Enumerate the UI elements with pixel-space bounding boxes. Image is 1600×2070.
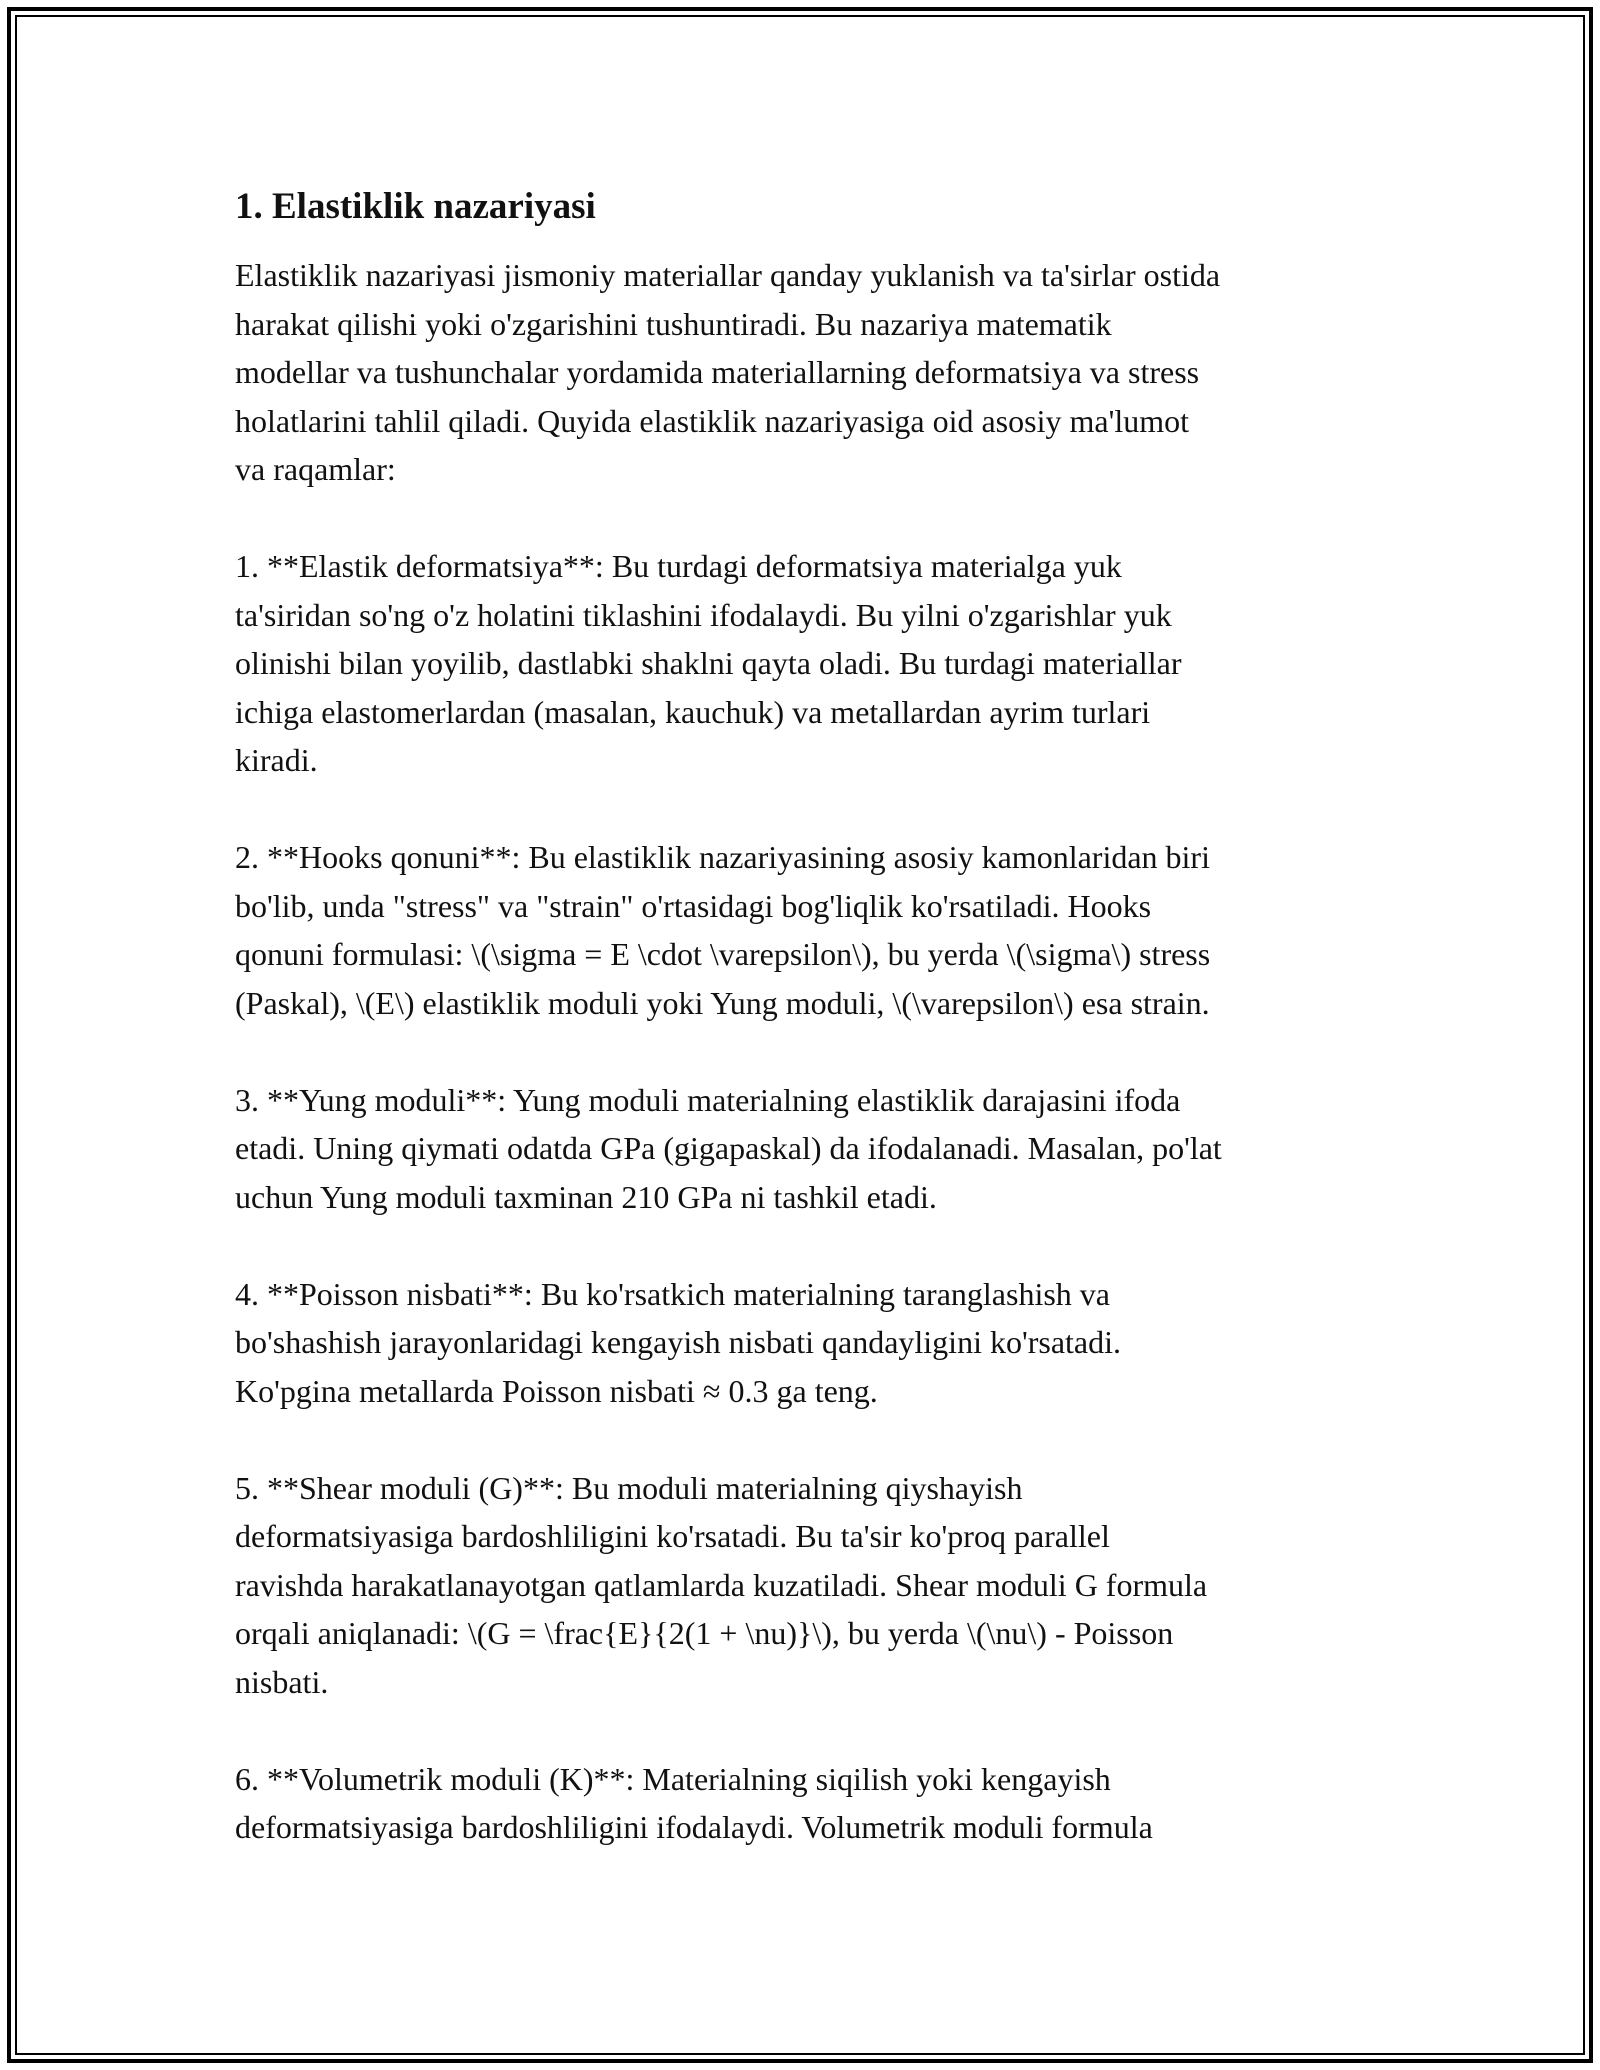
item-volumetric-modulus — [235, 1755, 1375, 1852]
text-line: 6. **Volumetrik moduli (K)**: Materialning siqilish yoki kengayish — [235, 1760, 1111, 1797]
text-line: (Paskal), \(E\) elastiklik moduli yoki Yung moduli, \(\varepsilon\) esa strain. — [235, 984, 1210, 1021]
text-line: 5. **Shear moduli (G)**: Bu moduli materialning qiyshayish — [235, 1469, 1023, 1506]
item-shear-modulus — [235, 1464, 1375, 1707]
text-line: bo'shashish jarayonlaridagi kengayish nisbati qandayligini ko'rsatadi. — [235, 1324, 1122, 1360]
item-hooks-law — [235, 833, 1375, 1027]
text-line: Elastiklik nazariyasi jismoniy materiallar qanday yuklanish va ta'sirlar ostida — [235, 257, 1221, 293]
text-line: bo'lib, unda "stress" va "strain" o'rtasidagi bog'liqlik ko'rsatiladi. Hooks — [235, 887, 1152, 924]
text-line: deformatsiyasiga bardoshliligini ko'rsatadi. Bu ta'sir ko'proq parallel — [235, 1518, 1110, 1554]
text-line: ta'siridan so'ng o'z holatini tiklashini ifodalaydi. Bu yilni o'zgarishlar yuk — [235, 596, 1172, 633]
item-poisson-ratio — [235, 1270, 1375, 1416]
text-line: ravishda harakatlanayotgan qatlamlarda kuzatiladi. Shear moduli G formula — [235, 1566, 1208, 1603]
text-line: uchun Yung moduli taxminan 210 GPa ni tashkil etadi. — [235, 1178, 937, 1215]
item-elastic-deformation — [235, 542, 1375, 785]
text-line: 4. **Poisson nisbati**: Bu ko'rsatkich materialning taranglashish va — [235, 1275, 1110, 1312]
text-line: holatlarini tahlil qiladi. Quyida elastiklik nazariyasiga oid asosiy ma'lumot — [235, 402, 1189, 439]
text-line: modellar va tushunchalar yordamida materiallarning deformatsiya va stress — [235, 354, 1200, 390]
text-line: harakat qilishi yoki o'zgarishini tushuntiradi. Bu nazariya matematik — [235, 305, 1112, 342]
text-line: 1. **Elastik deformatsiya**: Bu turdagi deformatsiya materialga yuk — [235, 548, 1122, 584]
text-line: nisbati. — [235, 1663, 329, 1700]
text-line: va raqamlar: — [235, 451, 396, 487]
text-line: Ko'pgina metallarda Poisson nisbati ≈ 0.3 ga teng. — [235, 1372, 878, 1409]
text-line: 3. **Yung moduli**: Yung moduli materialning elastiklik darajasini ifoda — [235, 1081, 1181, 1118]
text-line: olinishi bilan yoyilib, dastlabki shaklni qayta oladi. Bu turdagi materiallar — [235, 645, 1182, 681]
text-line: ichiga elastomerlardan (masalan, kauchuk) va metallardan ayrim turlari — [235, 693, 1151, 730]
text-line: qonuni formulasi: \(\sigma = E \cdot \varepsilon\), bu yerda \(\sigma\) stress — [235, 936, 1211, 972]
document-body — [235, 185, 1375, 1900]
intro-paragraph — [235, 251, 1375, 494]
section-heading: 1. Elastiklik nazariyasi — [235, 186, 596, 227]
text-line: etadi. Uning qiymati odatda GPa (gigapaskal) da ifodalanadi. Masalan, po'lat — [235, 1130, 1222, 1166]
item-young-modulus — [235, 1076, 1375, 1222]
text-line: kiradi. — [235, 742, 318, 778]
text-line: orqali aniqlanadi: \(G = \frac{E}{2(1 + \nu)}\), bu yerda \(\nu\) - Poisson — [235, 1615, 1174, 1651]
text-line: 2. **Hooks qonuni**: Bu elastiklik nazariyasining asosiy kamonlaridan biri — [235, 839, 1210, 875]
text-line: deformatsiyasiga bardoshliligini ifodalaydi. Volumetrik moduli formula — [235, 1809, 1153, 1845]
